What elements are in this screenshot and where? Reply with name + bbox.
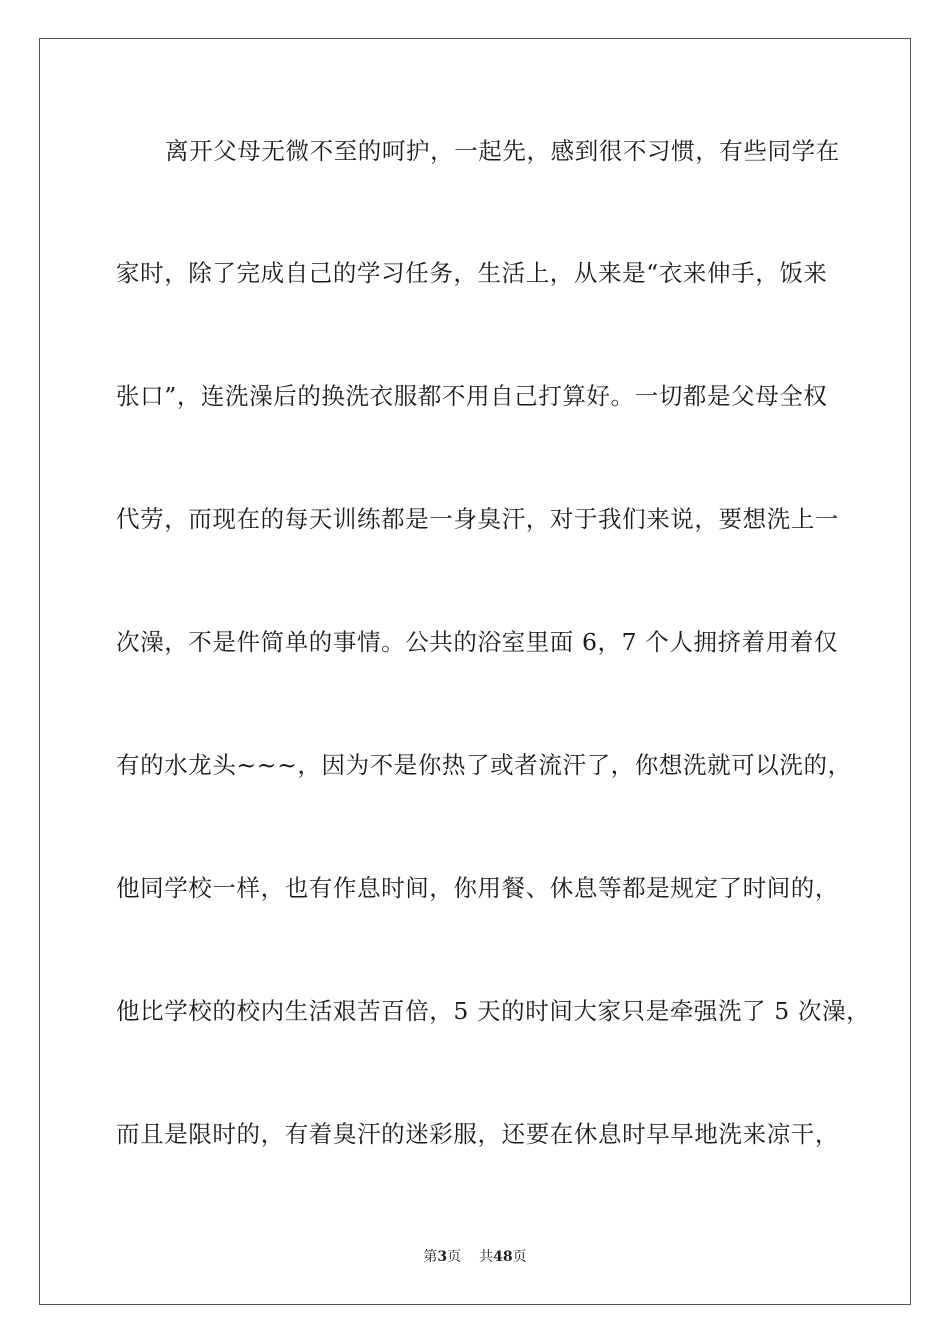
body-text-line: 家时，除了完成自己的学习任务，生活上，从来是“衣来伸手，饭来 bbox=[116, 259, 828, 287]
body-text-line: 离开父母无微不至的呵护，一起先，感到很不习惯，有些同学在 bbox=[165, 137, 840, 165]
total-prefix: 共 bbox=[479, 1249, 494, 1265]
page-number: 3 bbox=[437, 1249, 448, 1265]
body-text-line: 次澡，不是件简单的事情。公共的浴室里面 6，7 个人拥挤着用着仅 bbox=[116, 628, 839, 656]
body-text-line: 张口”，连洗澡后的换洗衣服都不用自己打算好。一切都是父母全权 bbox=[116, 382, 828, 410]
page-suffix: 页 bbox=[447, 1249, 462, 1265]
total-suffix: 页 bbox=[512, 1249, 527, 1265]
page-border bbox=[39, 38, 911, 1305]
body-text-line: 他比学校的校内生活艰苦百倍，5 天的时间大家只是牵强洗了 5 次澡， bbox=[116, 997, 871, 1025]
page-footer bbox=[0, 1248, 950, 1266]
body-text-line: 有的水龙头~~~，因为不是你热了或者流汗了，你想洗就可以洗的， bbox=[116, 751, 852, 779]
page-prefix: 第 bbox=[423, 1249, 438, 1265]
body-text-line: 而且是限时的，有着臭汗的迷彩服，还要在休息时早早地洗来凉干， bbox=[116, 1120, 839, 1148]
body-text-line: 他同学校一样，也有作息时间，你用餐、休息等都是规定了时间的， bbox=[116, 874, 839, 902]
total-pages: 48 bbox=[493, 1249, 513, 1265]
body-text-line: 代劳，而现在的每天训练都是一身臭汗，对于我们来说，要想洗上一 bbox=[116, 505, 839, 533]
